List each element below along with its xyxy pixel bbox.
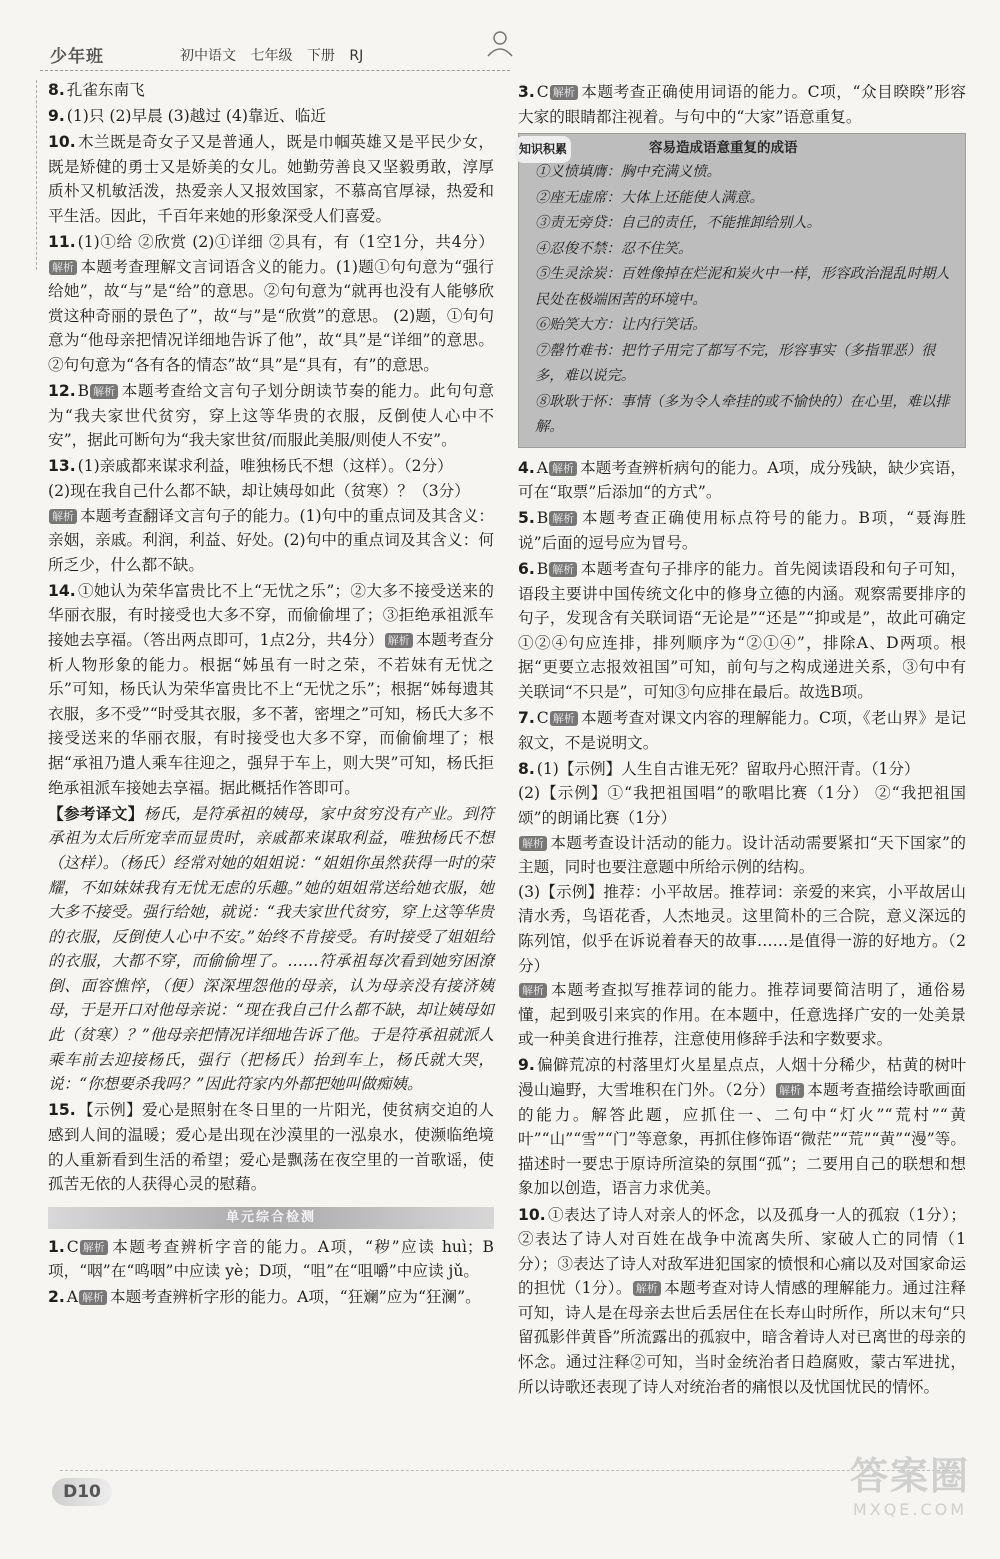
answer-text: C [66,1237,79,1256]
answer-text: ①她认为荣华富贵比不上“无忧之乐”；②大多不接受送来的华丽衣服，有时接受也大多不穿，而偷偷埋了；③拒绝承祖派车接她去享福。（答出两点即可，1点2分，共4分） [48,581,494,650]
brand-logo: 少年班 [50,47,104,67]
watermark-url: MXQE.COM [852,1500,968,1519]
knowledge-box [518,133,966,448]
answer-number: 9. [518,1056,535,1075]
knowledge-item: ⑤生灵涂炭：百姓像掉在烂泥和炭火中一样，形容政治混乱时期人民处在极端困苦的环境中。 [535,266,950,308]
answer-number: 9. [48,107,65,126]
analysis-tag: 解析 [80,1240,108,1255]
answer-text: (1)只 (2)早晨 (3)越过 (4)靠近、临近 [66,107,326,126]
answer-item [48,130,494,228]
answer-item [48,579,494,800]
analysis-text: 本题考查辨析字形的能力。A项，“狂斓”应为“狂澜”。 [110,1288,481,1307]
answer-number: 15. [48,1101,76,1120]
analysis-text: 本题考查正确使用标点符号的能力。B项，“聂海胜说”后面的逗号应为冒号。 [518,509,966,552]
answer-number: 2. [48,1288,65,1307]
watermark [850,1445,970,1519]
knowledge-list [519,158,965,447]
answer-item [518,757,966,1052]
answer-text: 孔雀东南飞 [66,81,145,99]
answer-text: B [536,560,549,579]
knowledge-tag: 知识积累 [515,136,571,163]
analysis-text: 本题考查对课文内容的理解能力。C项，《老山界》是记叙文，不是说明文。 [518,709,966,752]
answer-number: 11. [48,233,76,252]
answer-item [48,230,494,378]
answer-item [48,1098,494,1196]
knowledge-title: 容易造成语意重复的成语 [649,140,798,157]
answer-number: 5. [518,509,535,528]
knowledge-item: ⑦罄竹难书：把竹子用完了都写不完，形容事实（多指罪恶）很多，难以说完。 [535,342,936,385]
answer-number: 6. [518,560,535,579]
left-column [48,78,494,1312]
analysis-tag: 解析 [549,461,577,476]
answer-item [48,1235,494,1284]
analysis-tag: 解析 [49,260,77,275]
answer-text: ①表达了诗人对亲人的怀念，以及孤身一人的孤寂（1分）；②表达了诗人对百姓在战争中流离失所、家破人亡的同情（1分）；③表达了诗人对敌军进犯国家的愤恨和心痛以及对国家命运的担忧（1分）。 [518,1205,966,1298]
answer-text: A [536,458,549,477]
book-info: 初中语文 七年级 下册 RJ [180,48,364,64]
analysis-tag: 解析 [519,983,547,998]
analysis-text: 本题考查句子排序的能力。首先阅读语段和句子可知，语段主要讲中国传统文化中的修身立德的内涵。观察需要排序的句子，发现含有关联词语“无论是”“还是”“抑或是”，故此可确定①②④句应连排，排列顺序为“②①④”，排除A、D两项。根据“更要立志报效祖国”可知，前句与之构成递进关系，③句中有关联词“不只是”，可知③句应排在最后。故选B项。 [518,560,966,702]
section-band: 单元综合检测 [48,1207,494,1229]
answer-text: (1)亲戚都来谋求利益，唯独杨氏不想（这样）。（2分） [77,457,453,476]
answer-item [518,1053,966,1201]
answer-number: 10. [518,1205,546,1224]
analysis-tag: 解析 [550,711,578,726]
answer-text: 偏僻荒凉的村落里灯火星星点点，人烟十分稀少，枯黄的树叶漫山遍野，大雪堆积在门外。（2分） [518,1056,966,1100]
knowledge-item: ③责无旁贷：自己的责任，不能推卸给别人。 [535,215,821,232]
answer-text: C [536,83,549,101]
answer-item [518,506,966,555]
knowledge-item: ②座无虚席：大体上还能使人满意。 [535,189,764,206]
page-number: D10 [52,1478,112,1506]
knowledge-box-header [519,134,965,158]
answer-item [518,706,966,755]
right-column [518,80,966,1401]
answer-item [518,557,966,705]
analysis-text: 本题考查拟写推荐词的能力。推荐词要简洁明了，通俗易懂，起到吸引来宾的作用。在本题中，任意选择广安的一处美景或一种美食进行推荐，注意使用修辞手法和字数要求。 [518,981,966,1049]
answer-item [48,78,494,103]
answer-number: 1. [48,1237,65,1256]
analysis-text: 本题考查对诗人情感的理解能力。通过注释可知，诗人是在母亲去世后丢居住在长寿山时所作，所以末句“只留孤影伴黄昏”所流露出的孤寂中，暗含着诗人对已离世的母亲的怀念。通过注释②可知，当时金统治者日趋腐败，蒙古军进扰，所以诗歌还表现了诗人对统治者的痛恨以及忧国忧民的情怀。 [518,1279,966,1396]
answer-subtext: (2)现在我自己什么都不缺，却让姨母如此（贫寒）？（3分） [48,482,470,500]
answer-number: 7. [518,709,535,728]
answer-number: 13. [48,457,76,476]
answer-text: (1)【示例】人生自古谁无死？留取丹心照汗青。（1分） [536,759,920,778]
analysis-tag: 解析 [90,384,118,399]
analysis-tag: 解析 [49,509,77,524]
analysis-tag: 解析 [79,1290,107,1305]
answer-number: 8. [518,759,535,778]
answer-number: 8. [48,81,65,99]
analysis-text: 本题考查辨析字音的能力。A项，“秽”应读 huì；B项，“咽”在“鸣咽”中应读 yè；D项，“咀”在“咀嚼”中应读 jǔ。 [48,1237,494,1281]
answer-number: 3. [518,83,535,101]
analysis-text: 本题考查给文言句子划分朗读节奏的能力。此句句意为“我夫家世代贫穷，穿上这等华贵的衣服，反倒使人心中不安”，据此可断句为“我夫家世贫/而服此美服/则使人不安”。 [48,382,494,450]
answer-number: 10. [48,133,76,152]
answer-item [48,379,494,453]
reference-tag: 【参考译文】 [48,803,144,823]
analysis-tag: 解析 [519,836,547,851]
answer-text: (1)①给 ②欣赏 (2)①详细 ②具有，有（1空1分，共4分） [77,233,494,252]
knowledge-item: ⑥贻笑大方：让内行笑话。 [535,317,707,334]
answer-text: B [77,382,90,401]
answer-subtext: (3)【示例】推荐：小平故居。推荐词：亲爱的来宾，小平故居山清水秀，鸟语花香，人杰地灵。这里简朴的三合院，意义深远的陈列馆，似乎在诉说着春天的故事……是值得一游的好地方。（2分） [518,882,966,975]
answer-item [48,802,494,1097]
answer-item [518,456,966,505]
analysis-tag: 解析 [385,633,413,648]
analysis-text: 本题考查分析人物形象的能力。根据“姊虽有一时之荣，不若妹有无忧之乐”可知，杨氏认为荣华富贵比不上“无忧之乐”；根据“姊每遗其衣服，多不受”“时受其衣服，多不著，密埋之”可知，杨氏大多不接受送来的华丽衣服，有时接受也大多不穿，而偷偷埋了；根据“承祖乃遣人乘车往迎之，强舁于车上，则大哭”可知，杨氏拒绝承祖派车接她去享福。据此概括作答即可。 [48,631,494,797]
analysis-text: 本题考查设计活动的能力。设计活动需要紧扣“天下国家”的主题，同时也要注意题中所给示例的结构。 [518,833,966,877]
analysis-text: 本题考查描绘诗歌画面的能力。解答此题，应抓住一、二句中“灯火”“荒村”“黄叶”“山”“雪”“门”等意象，再抓住修饰语“微茫”“荒”“黄”“漫”等。描述时一要忠于原诗所渲染的氛围“孤”；二要用自己的联想和想象加以创造，语言力求优美。 [518,1081,966,1198]
cartoon-figure-icon [480,28,520,58]
analysis-tag: 解析 [776,1083,804,1098]
analysis-tag: 解析 [549,511,577,526]
analysis-tag: 解析 [633,1281,661,1296]
answer-item [518,1203,966,1400]
answer-number: 12. [48,382,76,401]
analysis-text: 本题考查翻译文言句子的能力。(1)句中的重点词及其含义：亲姻，亲戚。利润，利益、好处。(2)句中的重点词及其含义：何所乏少，什么都不缺。 [48,506,494,574]
knowledge-item: ④忍俊不禁：忍不住笑。 [535,240,693,257]
answer-text: 木兰既是奇女子又是普通人，既是巾帼英雄又是平民少女，既是矫健的勇士又是娇美的女儿。她勤劳善良又坚毅勇敢，淳厚质朴又机敏活泼，热爱亲人又报效国家，不慕高官厚禄，热爱和平生活。因此，千百年来她的形象深受人们喜爱。 [48,133,494,225]
analysis-tag: 解析 [550,85,578,100]
answer-text: 【示例】爱心是照射在冬日里的一片阳光，使贫病交迫的人感到人间的温暖；爱心是出现在沙漠里的一泓泉水，使濒临绝境的人重新看到生活的希望；爱心是飘荡在夜空里的一首歌谣，使孤苦无依的人获得心灵的慰藉。 [48,1101,494,1194]
answer-item [518,80,966,129]
footer-divider [60,1470,960,1471]
answer-item [48,1285,494,1310]
answer-item [48,454,494,577]
answer-number: 4. [518,458,535,477]
answer-text: C [536,709,549,728]
analysis-tag: 解析 [549,562,577,577]
analysis-text: 本题考查理解文言词语含义的能力。(1)题①句句意为“强行给她”，故“与”是“给”的意思。②句句意为“就再也没有人能够欣赏这种奇丽的景色了”，故“与”是“欣赏”的意思。 (2)题，①句句意为“他母亲把情况详细地告诉了他”，故“具”是“详细”的意思。②句句意为“各有各的情态”故“具”是“具有，有”的意思。 [48,257,494,375]
analysis-text: 本题考查正确使用词语的能力。C项，“众目睽睽”形容大家的眼睛都注视着。与句中的“大家”语意重复。 [518,83,966,126]
answer-item [48,104,494,129]
answer-text: B [536,509,549,528]
watermark-title: 答案圈 [849,1454,970,1498]
analysis-text: 本题考查辨析病句的能力。A项，成分残缺，缺少宾语，可在“取票”后添加“的方式”。 [518,458,966,502]
answer-subtext: (2)【示例】①“我把祖国唱”的歌唱比赛（1分） ②“我把祖国颂”的朗诵比赛（1分） [518,784,966,827]
answer-number: 14. [48,581,76,600]
margin-deco-line [36,80,37,270]
answer-text: A [66,1288,79,1307]
knowledge-item: ①义愤填膺：胸中充满义愤。 [535,164,721,181]
page-header [40,38,510,71]
knowledge-item: ⑧耿耿于怀：事情（多为令人牵挂的或不愉快的）在心里，难以排解。 [535,393,950,436]
reference-translation: 杨氏，是符承祖的姨母，家中贫穷没有产业。到符承祖为太后所宠幸而显贵时，亲戚都来谋取利益，唯独杨氏不想（这样）。（杨氏）经常对她的姐姐说：“姐姐你虽然获得一时的荣耀，不如妹妹我有无忧无虑的乐趣。”她的姐姐常送给她衣服，她大多不接受。强行给她，就说：“我夫家世代贫穷，穿上这等华贵的衣服，反倒使人心中不安。”始终不肯接受。有时接受了姐姐给的衣服，大都不穿，而偷偷埋了。……符承祖每次看到她穷困潦倒、面容憔悴，（便）深深埋怨他的母亲，认为母亲没有接济姨母，于是开口对他母亲说：“现在我自己什么都不缺，却让姨母如此（贫寒）？”他母亲把情况详细地告诉了他。于是符承祖就派人乘车前去迎接杨氏，强行（把杨氏）抬到车上，杨氏就大哭，说：“你想要杀我吗？”因此符家内外都把她叫做痴姨。 [48,804,494,1094]
